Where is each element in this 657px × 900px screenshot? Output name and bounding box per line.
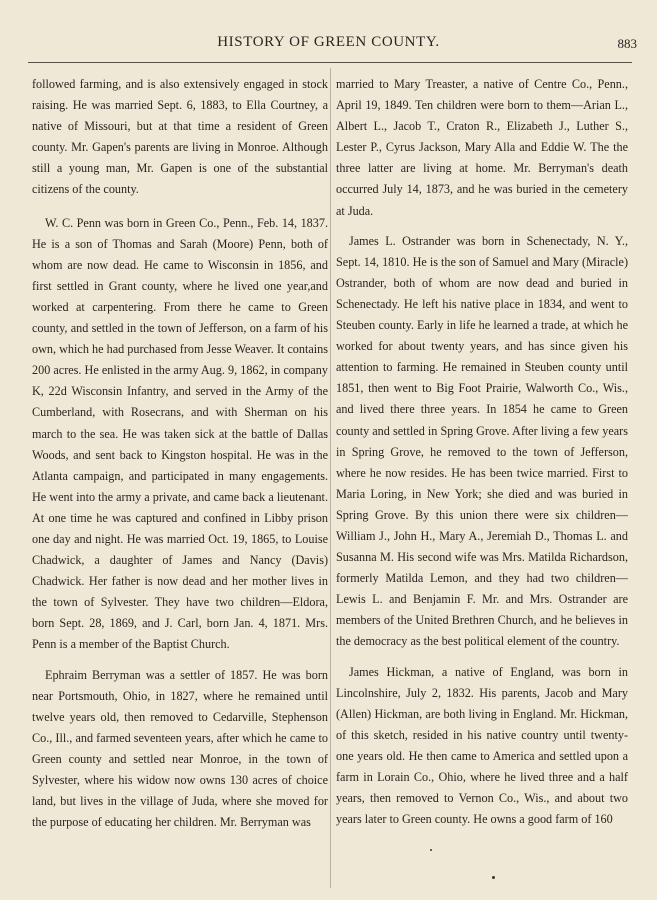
left-column bbox=[32, 74, 328, 842]
ink-speck bbox=[492, 876, 495, 879]
column-divider bbox=[330, 68, 331, 888]
header-rule bbox=[28, 62, 632, 63]
running-head-title: HISTORY OF GREEN COUNTY. bbox=[217, 34, 440, 50]
paragraph-hickman: James Hickman, a native of England, was born in Lincolnshire, July 2, 1832. His parents, Jacob and Mary (Allen) Hickman, are both living in England. Mr. Hickman, of this sketch, resided in his native country until twenty-one years old. He then came to America and settled upon a farm in Lorain Co., Ohio, where he lived three and a half years, then removed to Vernon Co., Wis., and about two years later to Green county. He owns a good farm of 160 bbox=[336, 664, 628, 827]
paragraph-berryman: Ephraim Berryman was a settler of 1857. He was born near Portsmouth, Ohio, in 1827, where he remained until twelve years old, then removed to Cedarville, Stephenson Co., Ill., and farmed seventeen years, after which he came to Green county and settled near Monroe, in the town of Sylvester, where his widow now owns 130 acres of choice land, but lives in the village of Juda, where she moved for the purpose of educating her children. Mr. Berryman was bbox=[32, 667, 328, 830]
right-column bbox=[336, 74, 628, 839]
paragraph-penn: W. C. Penn was born in Green Co., Penn., Feb. 14, 1837. He is a son of Thomas and Sarah (Moore) Penn, both of whom are now dead. He came to Wisconsin in 1856, and first settled in Grant county, where he lived one year,and worked at carpentering. From there he came to Green county, and settled in the town of Jefferson, on a farm of his own, which he had purchased from Jesse Weaver. It contains 200 acres. He enlisted in the army Aug. 9, 1862, in company K, 22d Wisconsin Infantry, and served in the Army of the Cumberland, with Rosecrans, and with Sherman on his march to the sea. He was taken sick at the battle of Dallas Woods, and sent back to Kingston hospital. He was in the Atlanta campaign, and participated in many engagements. He went into the army a private, and came back a lieutenant. At one time he was captured and confined in Libby prison one day and night. He was married Oct. 19, 1865, to Louise Chadwick, a daughter of James and Nancy (Davis) Chadwick. Her father is now dead and her mother lives in the town of Sylvester. They have two children—Eldora, born Sept. 28, 1869, and J. Carl, born Jan. 4, 1871. Mrs. Penn is a member of the Baptist Church. bbox=[32, 215, 328, 652]
ink-speck bbox=[430, 849, 432, 851]
page-number: 883 bbox=[617, 36, 637, 51]
paragraph-ostrander: James L. Ostrander was born in Schenectady, N. Y., Sept. 14, 1810. He is the son of Samuel and Mary (Miracle) Ostrander, both of whom are now dead and buried in Schenectady. He left his native place in 1834, and went to Steuben county. Early in life he learned a trade, at which he worked for about twenty years, and has since given his attention to farming. He remained in Steuben county until 1851, then went to Big Foot Prairie, Walworth Co., Wis., and lived there three years. In 1854 he came to Green county and settled in Spring Grove. After living a few years in Spring Grove, he removed to the town of Jefferson, where he now resides. He has been twice married. First to Maria Loring, in New York; she died and was buried in Spring Grove. By this union there were six children—William J., John H., Mary A., Jeremiah D., Thomas L. and Susanna M. His second wife was Mrs. Matilda Richardson, formerly Matilda Lemon, and they had two children—Lewis L. and Benjamin F. Mr. and Mrs. Ostrander are members of the United Brethren Church, and he believes in the democracy as the best political element of the country. bbox=[336, 233, 628, 649]
paragraph-gapen-continued: followed farming, and is also extensively engaged in stock raising. He was married Sept. 6, 1883, to Ella Courtney, a native of Missouri, but at that time a resident of Green county. Mr. Gapen's parents are living in Monroe. Although still a young man, Mr. Gapen is one of the substantial citizens of the county. bbox=[32, 77, 328, 197]
paragraph-berryman-continued: married to Mary Treaster, a native of Centre Co., Penn., April 19, 1849. Ten children were born to them—Arian L., Albert L., Jacob T., Craton R., Elizabeth J., Luther S., Lester P., Cyrus Jackson, Mary Alla and Eddie W. The the three latter are living at home. Mr. Berryman's death occurred July 14, 1873, and he was buried in the cemetery at Juda. bbox=[336, 77, 628, 218]
